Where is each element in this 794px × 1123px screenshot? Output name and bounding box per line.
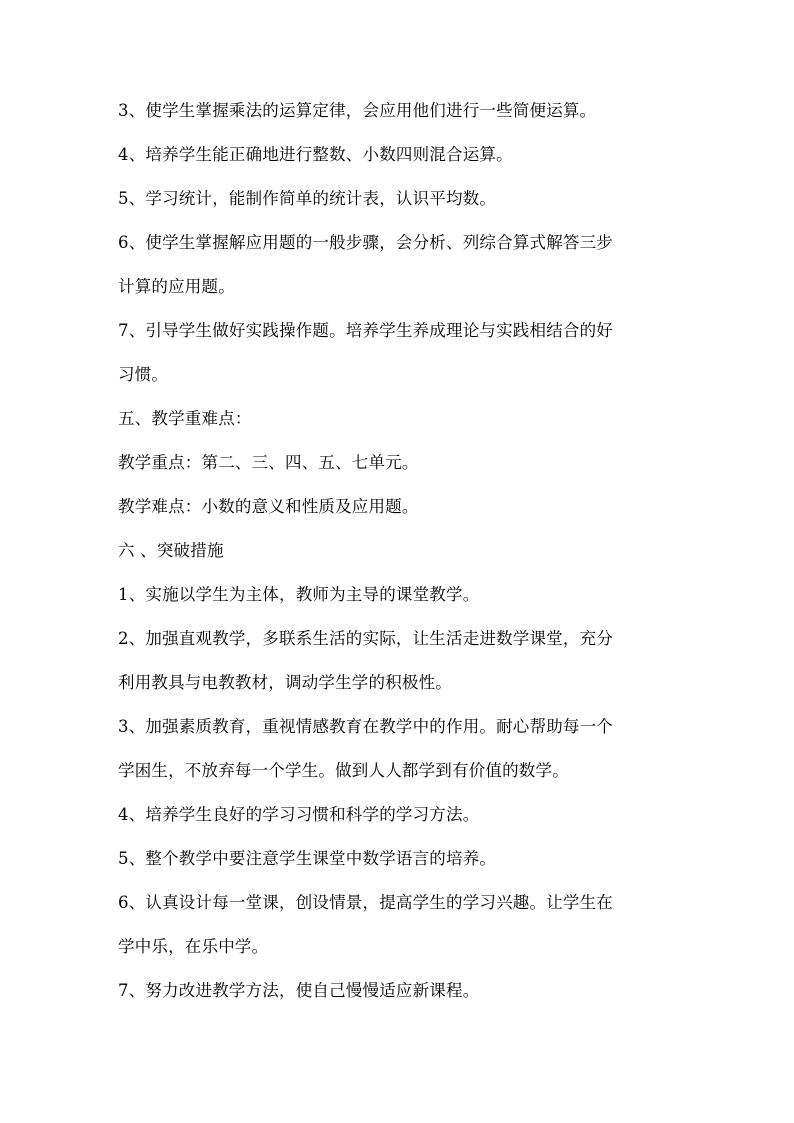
text-line-goal-7: 7、引导学生做好实践操作题。培养学生养成理论与实践相结合的好	[118, 321, 613, 340]
text-line-measure-7: 7、努力改进教学方法，使自己慢慢适应新课程。	[118, 981, 480, 1000]
text-line-measure-4: 4、培养学生良好的学习习惯和科学的学习方法。	[118, 805, 480, 824]
text-line-measure-3-cont: 学困生，不放弃每一个学生。做到人人都学到有价值的数学。	[118, 761, 569, 780]
text-line-goal-4: 4、培养学生能正确地进行整数、小数四则混合运算。	[118, 145, 513, 164]
text-line-goal-5: 5、学习统计，能制作简单的统计表，认识平均数。	[118, 189, 497, 208]
text-line-key-difficulty: 教学难点：小数的意义和性质及应用题。	[118, 497, 419, 516]
text-line-goal-3: 3、使学生掌握乘法的运算定律，会应用他们进行一些简便运算。	[118, 101, 597, 120]
section-heading-key-points: 五、教学重难点：	[118, 409, 252, 428]
text-line-measure-3: 3、加强素质教育，重视情感教育在教学中的作用。耐心帮助每一个	[118, 717, 613, 736]
text-line-key-focus: 教学重点：第二、三、四、五、七单元。	[118, 453, 419, 472]
text-line-measure-6: 6、认真设计每一堂课，创设情景，提高学生的学习兴趣。让学生在	[118, 893, 613, 912]
text-line-goal-7-cont: 习惯。	[118, 365, 169, 384]
text-line-goal-6-cont: 计算的应用题。	[118, 277, 235, 296]
text-line-measure-2-cont: 利用教具与电教教材，调动学生学的积极性。	[118, 673, 452, 692]
text-line-measure-1: 1、实施以学生为主体，教师为主导的课堂教学。	[118, 585, 480, 604]
text-line-measure-6-cont: 学中乐，在乐中学。	[118, 937, 269, 956]
text-line-goal-6: 6、使学生掌握解应用题的一般步骤，会分析、列综合算式解答三步	[118, 233, 613, 252]
text-line-measure-2: 2、加强直观教学，多联系生活的实际，让生活走进数学课堂，充分	[118, 629, 613, 648]
section-heading-measures: 六 、突破措施	[118, 541, 224, 560]
text-line-measure-5: 5、整个教学中要注意学生课堂中数学语言的培养。	[118, 849, 497, 868]
document-body	[118, 102, 678, 1000]
